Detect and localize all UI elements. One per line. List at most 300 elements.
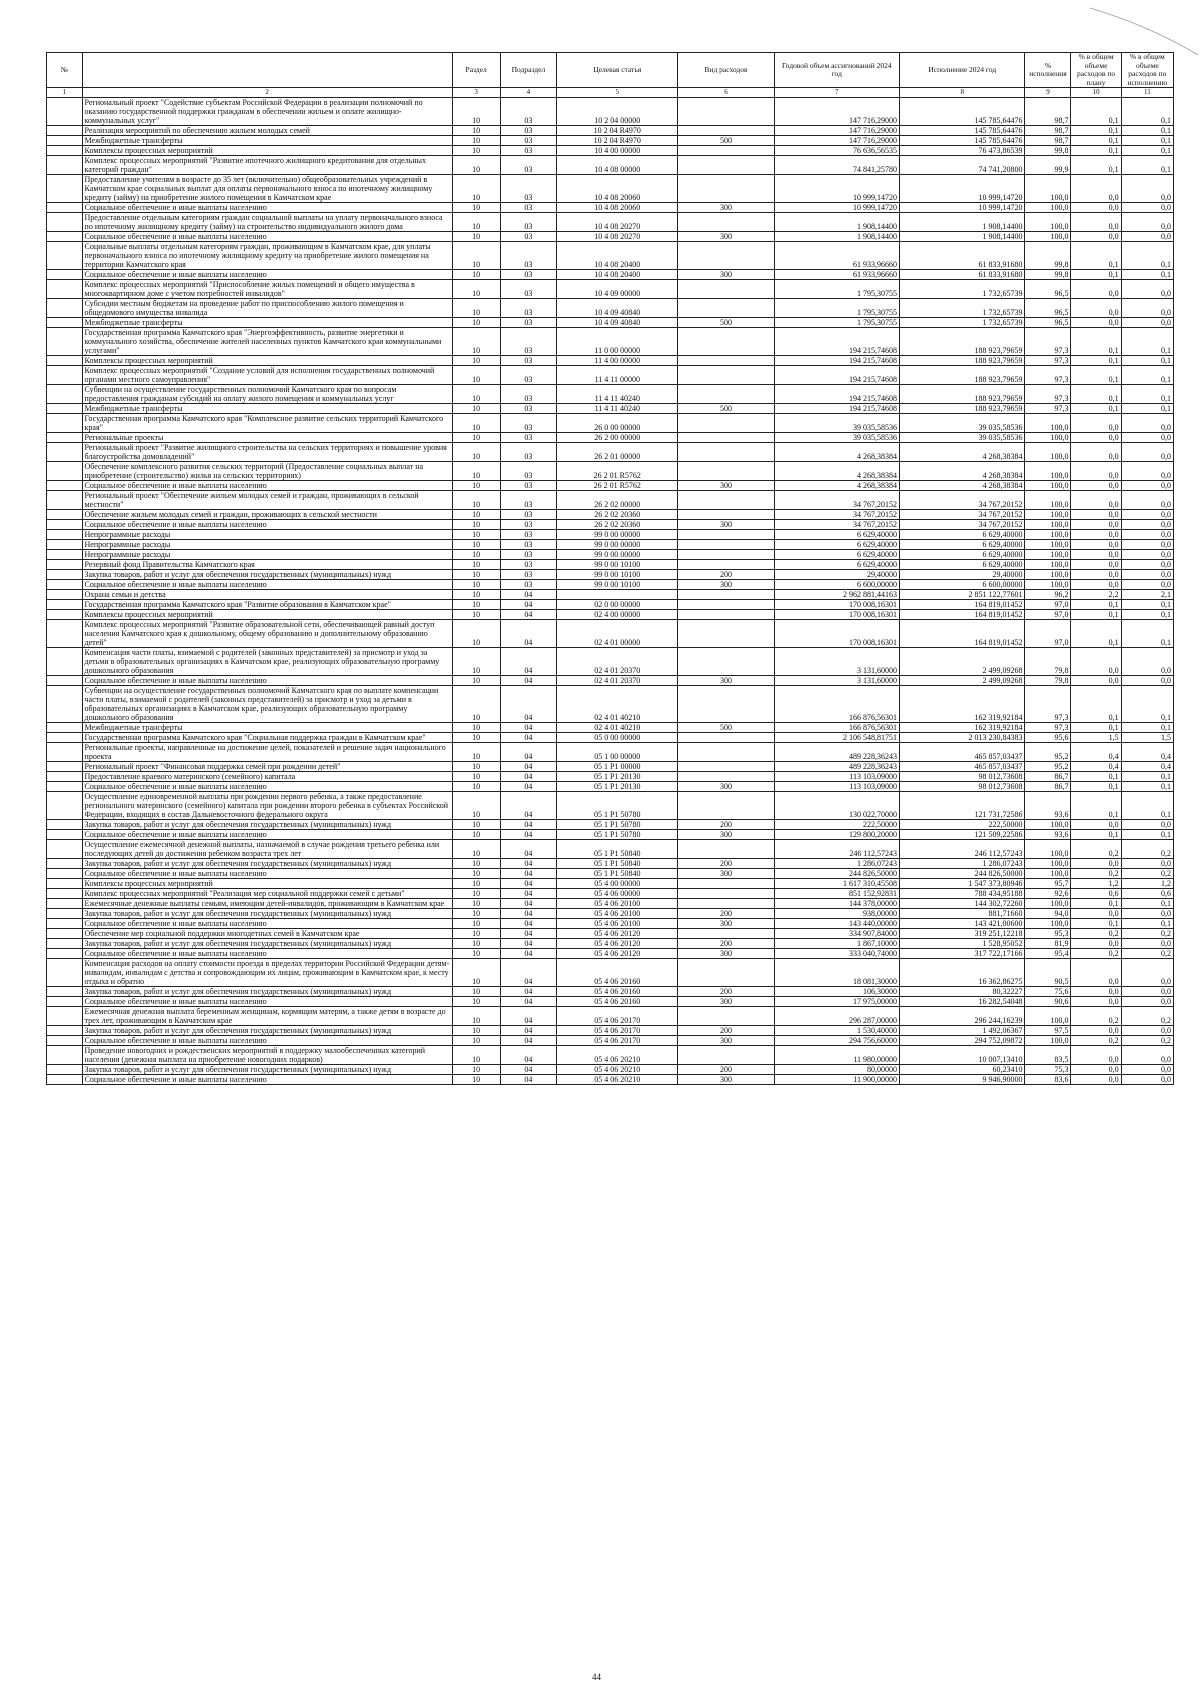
table-row bbox=[47, 213, 1174, 232]
cell-share-exec: 0,0 bbox=[1121, 909, 1173, 919]
cell-podrazdel: 03 bbox=[500, 433, 556, 443]
cell-exec: 60,23410 bbox=[900, 1065, 1025, 1075]
cell-target: 05 1 00 00000 bbox=[557, 743, 678, 762]
cell-target: 05 4 06 20120 bbox=[557, 949, 678, 959]
cell-share-exec: 0,0 bbox=[1121, 203, 1173, 213]
cell-plan: 17 975,00000 bbox=[774, 997, 899, 1007]
cell-exec: 1 908,14400 bbox=[900, 213, 1025, 232]
cell-share-plan: 1,5 bbox=[1071, 733, 1121, 743]
cell-exp-type bbox=[678, 414, 774, 433]
cell-share-exec: 2,1 bbox=[1121, 590, 1173, 600]
cell-podrazdel: 04 bbox=[500, 686, 556, 723]
cell-target: 10 4 08 20400 bbox=[557, 270, 678, 280]
cell-exec: 1 732,65739 bbox=[900, 299, 1025, 318]
cell-share-exec: 0,2 bbox=[1121, 929, 1173, 939]
cell-no bbox=[47, 366, 83, 385]
cell-pct: 97,3 bbox=[1025, 356, 1071, 366]
cell-share-exec: 0,0 bbox=[1121, 987, 1173, 997]
cell-pct: 79,8 bbox=[1025, 648, 1071, 676]
cell-podrazdel: 04 bbox=[500, 840, 556, 859]
cell-exp-type bbox=[678, 560, 774, 570]
cell-pct: 100,0 bbox=[1025, 510, 1071, 520]
cell-exec: 317 722,17166 bbox=[900, 949, 1025, 959]
cell-plan: 333 040,74000 bbox=[774, 949, 899, 959]
cell-no bbox=[47, 443, 83, 462]
cell-no bbox=[47, 580, 83, 590]
cell-share-plan: 0,1 bbox=[1071, 610, 1121, 620]
cell-name: Социальное обеспечение и иные выплаты населению bbox=[82, 270, 452, 280]
cell-exec: 61 833,91680 bbox=[900, 242, 1025, 270]
cell-exp-type: 300 bbox=[678, 580, 774, 590]
cell-razdel: 10 bbox=[452, 136, 500, 146]
cell-share-plan: 0,0 bbox=[1071, 443, 1121, 462]
cell-exec: 145 785,64476 bbox=[900, 98, 1025, 126]
cell-target: 05 1 P1 20130 bbox=[557, 772, 678, 782]
cell-no bbox=[47, 610, 83, 620]
cell-share-exec: 0,0 bbox=[1121, 550, 1173, 560]
cell-exec: 1 286,07243 bbox=[900, 859, 1025, 869]
cell-razdel: 10 bbox=[452, 550, 500, 560]
cell-pct: 95,2 bbox=[1025, 743, 1071, 762]
cell-plan: 4 268,38384 bbox=[774, 481, 899, 491]
cell-share-plan: 0,0 bbox=[1071, 520, 1121, 530]
cell-exp-type: 300 bbox=[678, 830, 774, 840]
cell-plan: 39 035,58536 bbox=[774, 414, 899, 433]
cell-plan: 106,30000 bbox=[774, 987, 899, 997]
cell-share-plan: 1,2 bbox=[1071, 879, 1121, 889]
cell-exec: 2 499,09268 bbox=[900, 648, 1025, 676]
cell-name: Социальное обеспечение и иные выплаты населению bbox=[82, 869, 452, 879]
cell-share-exec: 0,0 bbox=[1121, 213, 1173, 232]
col-index: 1 bbox=[47, 88, 83, 98]
cell-podrazdel: 04 bbox=[500, 762, 556, 772]
cell-no bbox=[47, 869, 83, 879]
cell-exp-type: 200 bbox=[678, 859, 774, 869]
cell-exec: 144 302,72260 bbox=[900, 899, 1025, 909]
cell-podrazdel: 03 bbox=[500, 98, 556, 126]
cell-name: Резервный фонд Правительства Камчатского края bbox=[82, 560, 452, 570]
cell-target: 99 0 00 10100 bbox=[557, 580, 678, 590]
cell-share-exec: 0,1 bbox=[1121, 686, 1173, 723]
cell-pct: 97,0 bbox=[1025, 620, 1071, 648]
cell-target bbox=[557, 590, 678, 600]
cell-share-plan: 0,1 bbox=[1071, 830, 1121, 840]
col-index: 9 bbox=[1025, 88, 1071, 98]
cell-exec: 296 244,16239 bbox=[900, 1007, 1025, 1026]
cell-podrazdel: 04 bbox=[500, 1046, 556, 1065]
cell-pct: 100,0 bbox=[1025, 550, 1071, 560]
cell-target: 05 1 P1 50840 bbox=[557, 840, 678, 859]
cell-target: 10 4 08 20270 bbox=[557, 232, 678, 242]
table-row bbox=[47, 280, 1174, 299]
cell-podrazdel: 03 bbox=[500, 156, 556, 175]
cell-razdel: 10 bbox=[452, 949, 500, 959]
table-row bbox=[47, 136, 1174, 146]
cell-exp-type bbox=[678, 510, 774, 520]
cell-podrazdel: 04 bbox=[500, 772, 556, 782]
cell-no bbox=[47, 959, 83, 987]
table-row bbox=[47, 414, 1174, 433]
cell-no bbox=[47, 156, 83, 175]
table-row bbox=[47, 889, 1174, 899]
page-number: 44 bbox=[592, 1672, 601, 1682]
cell-plan: 170 008,16301 bbox=[774, 600, 899, 610]
col-header-podrazdel: Подраздел bbox=[500, 53, 556, 88]
cell-name: Социальное обеспечение и иные выплаты населению bbox=[82, 203, 452, 213]
table-row bbox=[47, 510, 1174, 520]
table-row bbox=[47, 404, 1174, 414]
cell-no bbox=[47, 270, 83, 280]
cell-no bbox=[47, 840, 83, 859]
cell-podrazdel: 04 bbox=[500, 949, 556, 959]
cell-razdel: 10 bbox=[452, 356, 500, 366]
cell-share-exec: 0,1 bbox=[1121, 792, 1173, 820]
cell-share-plan: 0,0 bbox=[1071, 560, 1121, 570]
col-header-target: Целевая статья bbox=[557, 53, 678, 88]
cell-exec: 16 362,86275 bbox=[900, 959, 1025, 987]
cell-razdel: 10 bbox=[452, 840, 500, 859]
cell-no bbox=[47, 762, 83, 772]
cell-target: 02 4 01 20370 bbox=[557, 676, 678, 686]
cell-podrazdel: 03 bbox=[500, 270, 556, 280]
cell-plan: 147 716,29000 bbox=[774, 126, 899, 136]
cell-podrazdel: 03 bbox=[500, 540, 556, 550]
table-row bbox=[47, 899, 1174, 909]
cell-no bbox=[47, 648, 83, 676]
cell-share-exec: 0,1 bbox=[1121, 98, 1173, 126]
cell-share-plan: 0,6 bbox=[1071, 889, 1121, 899]
cell-share-exec: 0,2 bbox=[1121, 1036, 1173, 1046]
cell-share-plan: 0,1 bbox=[1071, 136, 1121, 146]
cell-share-plan: 0,1 bbox=[1071, 328, 1121, 356]
col-header-exec: Исполнение 2024 год bbox=[900, 53, 1025, 88]
cell-exp-type: 200 bbox=[678, 909, 774, 919]
cell-exec: 164 819,01452 bbox=[900, 610, 1025, 620]
cell-exp-type bbox=[678, 462, 774, 481]
cell-share-plan: 0,0 bbox=[1071, 175, 1121, 203]
cell-exec: 145 785,64476 bbox=[900, 136, 1025, 146]
cell-target: 05 4 06 20100 bbox=[557, 899, 678, 909]
cell-plan: 294 756,60000 bbox=[774, 1036, 899, 1046]
cell-name: Компенсация части платы, взимаемой с родителей (законных представителей) за присмотр и уход за детьми в образовательных организациях в Камчатском крае, реализующих образовательную программу дошкольного образования bbox=[82, 648, 452, 676]
cell-name: Субсидии местным бюджетам на проведение работ по приспособлению жилого помещения и общедомового имущества инвалида bbox=[82, 299, 452, 318]
cell-target: 05 4 06 20160 bbox=[557, 959, 678, 987]
cell-razdel: 10 bbox=[452, 620, 500, 648]
col-index: 3 bbox=[452, 88, 500, 98]
cell-plan: 1 867,10000 bbox=[774, 939, 899, 949]
table-row bbox=[47, 1036, 1174, 1046]
cell-plan: 166 876,56301 bbox=[774, 723, 899, 733]
cell-pct: 100,0 bbox=[1025, 899, 1071, 909]
table-row bbox=[47, 1065, 1174, 1075]
cell-pct: 100,0 bbox=[1025, 580, 1071, 590]
cell-podrazdel: 03 bbox=[500, 366, 556, 385]
cell-podrazdel: 03 bbox=[500, 570, 556, 580]
cell-share-plan: 0,0 bbox=[1071, 280, 1121, 299]
cell-plan: 194 215,74608 bbox=[774, 366, 899, 385]
cell-razdel: 10 bbox=[452, 939, 500, 949]
col-index: 7 bbox=[774, 88, 899, 98]
cell-exec: 788 434,95188 bbox=[900, 889, 1025, 899]
cell-no bbox=[47, 600, 83, 610]
cell-exec: 6 629,40000 bbox=[900, 550, 1025, 560]
cell-razdel: 10 bbox=[452, 318, 500, 328]
cell-pct: 92,6 bbox=[1025, 889, 1071, 899]
cell-podrazdel: 04 bbox=[500, 869, 556, 879]
cell-exp-type bbox=[678, 540, 774, 550]
cell-share-plan: 0,0 bbox=[1071, 203, 1121, 213]
cell-exec: 1 908,14400 bbox=[900, 232, 1025, 242]
cell-exec: 1 732,65739 bbox=[900, 280, 1025, 299]
cell-share-exec: 0,0 bbox=[1121, 510, 1173, 520]
cell-share-exec: 0,0 bbox=[1121, 959, 1173, 987]
table-row bbox=[47, 859, 1174, 869]
cell-name: Государственная программа Камчатского края "Развитие образования в Камчатском крае" bbox=[82, 600, 452, 610]
cell-share-exec: 0,0 bbox=[1121, 232, 1173, 242]
cell-plan: 143 440,00000 bbox=[774, 919, 899, 929]
col-header-name bbox=[82, 53, 452, 88]
cell-exec: 188 923,79659 bbox=[900, 356, 1025, 366]
cell-exec: 121 731,72586 bbox=[900, 792, 1025, 820]
cell-pct: 98,7 bbox=[1025, 136, 1071, 146]
cell-name: Социальное обеспечение и иные выплаты населению bbox=[82, 520, 452, 530]
cell-exec: 10 999,14720 bbox=[900, 203, 1025, 213]
cell-share-plan: 0,0 bbox=[1071, 414, 1121, 433]
cell-exp-type bbox=[678, 242, 774, 270]
cell-no bbox=[47, 620, 83, 648]
cell-share-plan: 0,2 bbox=[1071, 1007, 1121, 1026]
table-row bbox=[47, 733, 1174, 743]
table-row bbox=[47, 443, 1174, 462]
cell-razdel: 10 bbox=[452, 462, 500, 481]
cell-podrazdel: 04 bbox=[500, 733, 556, 743]
cell-razdel: 10 bbox=[452, 299, 500, 318]
cell-name: Непрограммные расходы bbox=[82, 530, 452, 540]
cell-pct: 100,0 bbox=[1025, 570, 1071, 580]
cell-no bbox=[47, 433, 83, 443]
table-row bbox=[47, 772, 1174, 782]
cell-no bbox=[47, 560, 83, 570]
cell-name: Субвенции на осуществление государственных полномочий Камчатского края по выплате компенсации части платы, взимаемой с родителей (законных представителей) за присмотр и уход за детьми в образовательных организациях в Камчатском крае, реализующих образовательную программу дошкольного образования bbox=[82, 686, 452, 723]
cell-share-plan: 0,0 bbox=[1071, 530, 1121, 540]
cell-share-exec: 0,1 bbox=[1121, 385, 1173, 404]
cell-target: 99 0 00 10100 bbox=[557, 570, 678, 580]
cell-target: 26 2 02 20360 bbox=[557, 520, 678, 530]
cell-no bbox=[47, 1036, 83, 1046]
table-row bbox=[47, 919, 1174, 929]
cell-exec: 244 826,50000 bbox=[900, 869, 1025, 879]
cell-plan: 1 908,14400 bbox=[774, 232, 899, 242]
cell-share-exec: 0,0 bbox=[1121, 859, 1173, 869]
cell-podrazdel: 03 bbox=[500, 520, 556, 530]
cell-podrazdel: 04 bbox=[500, 743, 556, 762]
col-header-pct: % исполнения bbox=[1025, 53, 1071, 88]
cell-exp-type bbox=[678, 648, 774, 676]
cell-share-exec: 0,0 bbox=[1121, 1046, 1173, 1065]
table-row bbox=[47, 676, 1174, 686]
cell-razdel: 10 bbox=[452, 997, 500, 1007]
cell-exec: 294 752,09872 bbox=[900, 1036, 1025, 1046]
cell-exp-type bbox=[678, 213, 774, 232]
cell-podrazdel: 04 bbox=[500, 723, 556, 733]
cell-exp-type bbox=[678, 433, 774, 443]
cell-razdel: 10 bbox=[452, 366, 500, 385]
cell-podrazdel: 04 bbox=[500, 997, 556, 1007]
table-row bbox=[47, 879, 1174, 889]
cell-razdel: 10 bbox=[452, 280, 500, 299]
table-row bbox=[47, 792, 1174, 820]
cell-pct: 100,0 bbox=[1025, 869, 1071, 879]
cell-target: 26 2 01 R5762 bbox=[557, 481, 678, 491]
cell-pct: 100,0 bbox=[1025, 414, 1071, 433]
cell-share-plan: 0,0 bbox=[1071, 1046, 1121, 1065]
cell-plan: 6 600,00000 bbox=[774, 580, 899, 590]
cell-no bbox=[47, 1007, 83, 1026]
cell-share-exec: 0,1 bbox=[1121, 356, 1173, 366]
cell-plan: 130 022,70000 bbox=[774, 792, 899, 820]
cell-share-exec: 0,4 bbox=[1121, 762, 1173, 772]
cell-razdel: 10 bbox=[452, 203, 500, 213]
cell-exp-type bbox=[678, 366, 774, 385]
cell-pct: 100,0 bbox=[1025, 919, 1071, 929]
cell-razdel: 10 bbox=[452, 328, 500, 356]
cell-share-exec: 0,1 bbox=[1121, 899, 1173, 909]
cell-pct: 75,3 bbox=[1025, 1065, 1071, 1075]
cell-exp-type: 300 bbox=[678, 1075, 774, 1085]
cell-plan: 194 215,74608 bbox=[774, 356, 899, 366]
cell-share-exec: 0,1 bbox=[1121, 126, 1173, 136]
cell-podrazdel: 04 bbox=[500, 1026, 556, 1036]
cell-podrazdel: 03 bbox=[500, 414, 556, 433]
cell-share-plan: 0,0 bbox=[1071, 580, 1121, 590]
cell-pct: 100,0 bbox=[1025, 840, 1071, 859]
cell-pct: 100,0 bbox=[1025, 530, 1071, 540]
cell-razdel: 10 bbox=[452, 590, 500, 600]
cell-exec: 1 732,65739 bbox=[900, 318, 1025, 328]
cell-exp-type bbox=[678, 175, 774, 203]
cell-name: Комплекс процессных мероприятий "Развитие образовательной сети, обеспечивающей равный доступ населения Камчатского края к дошкольному, общему образованию и дополнительному образованию детей" bbox=[82, 620, 452, 648]
table-row bbox=[47, 232, 1174, 242]
cell-name: Комплексы процессных мероприятий bbox=[82, 610, 452, 620]
cell-pct: 97,3 bbox=[1025, 686, 1071, 723]
cell-razdel: 10 bbox=[452, 126, 500, 136]
table-row bbox=[47, 648, 1174, 676]
cell-target: 99 0 00 00000 bbox=[557, 550, 678, 560]
cell-razdel: 10 bbox=[452, 404, 500, 414]
cell-name: Закупка товаров, работ и услуг для обеспечения государственных (муниципальных) нужд bbox=[82, 859, 452, 869]
table-row bbox=[47, 156, 1174, 175]
cell-podrazdel: 03 bbox=[500, 232, 556, 242]
cell-target: 10 4 08 20060 bbox=[557, 203, 678, 213]
cell-exec: 74 741,20800 bbox=[900, 156, 1025, 175]
cell-podrazdel: 03 bbox=[500, 491, 556, 510]
cell-target: 05 4 06 20210 bbox=[557, 1075, 678, 1085]
table-row bbox=[47, 840, 1174, 859]
cell-pct: 98,7 bbox=[1025, 126, 1071, 136]
col-index: 6 bbox=[678, 88, 774, 98]
cell-exp-type bbox=[678, 1046, 774, 1065]
cell-target: 26 2 02 00000 bbox=[557, 491, 678, 510]
cell-share-exec: 0,1 bbox=[1121, 782, 1173, 792]
cell-name: Межбюджетные трансферты bbox=[82, 318, 452, 328]
cell-name: Социальное обеспечение и иные выплаты населению bbox=[82, 949, 452, 959]
cell-exec: 9 946,90000 bbox=[900, 1075, 1025, 1085]
cell-share-plan: 0,0 bbox=[1071, 462, 1121, 481]
cell-share-exec: 1,2 bbox=[1121, 879, 1173, 889]
cell-no bbox=[47, 203, 83, 213]
cell-razdel: 10 bbox=[452, 929, 500, 939]
cell-razdel: 10 bbox=[452, 242, 500, 270]
cell-name: Социальные выплаты отдельным категориям граждан, проживающим в Камчатском крае, для уплаты первоначального взноса по ипотечному жилищному кредиту на приобретение жилого помещения на территории Камчатского края bbox=[82, 242, 452, 270]
cell-target: 05 4 06 20120 bbox=[557, 939, 678, 949]
cell-pct: 95,4 bbox=[1025, 949, 1071, 959]
cell-name: Предоставление учителям в возрасте до 35 лет (включительно) общеобразовательных учреждений в Камчатском крае социальных выплат для оплаты первоначального взноса по ипотечному жилищному кредиту (займу) на приобретение жилого помещения в Камчатском крае bbox=[82, 175, 452, 203]
cell-razdel: 10 bbox=[452, 570, 500, 580]
cell-razdel: 10 bbox=[452, 743, 500, 762]
cell-share-plan: 0,1 bbox=[1071, 919, 1121, 929]
cell-plan: 61 933,96660 bbox=[774, 242, 899, 270]
cell-target: 05 4 00 00000 bbox=[557, 879, 678, 889]
table-row bbox=[47, 600, 1174, 610]
cell-name: Осуществление единовременной выплаты при рождении первого ребенка, а также предоставление регионального материнского (семейного) капитала при рождении второго ребенка в субъектах Российской Федерации, входящих в состав Дальневосточного федерального округа bbox=[82, 792, 452, 820]
cell-no bbox=[47, 590, 83, 600]
cell-no bbox=[47, 949, 83, 959]
cell-target: 05 1 P1 20130 bbox=[557, 782, 678, 792]
cell-podrazdel: 04 bbox=[500, 889, 556, 899]
cell-target: 26 0 00 00000 bbox=[557, 414, 678, 433]
cell-exec: 29,40000 bbox=[900, 570, 1025, 580]
cell-podrazdel: 03 bbox=[500, 136, 556, 146]
cell-no bbox=[47, 1075, 83, 1085]
cell-share-plan: 0,1 bbox=[1071, 270, 1121, 280]
cell-pct: 90,5 bbox=[1025, 959, 1071, 987]
cell-share-plan: 0,0 bbox=[1071, 510, 1121, 520]
cell-podrazdel: 04 bbox=[500, 987, 556, 997]
cell-exp-type: 200 bbox=[678, 1065, 774, 1075]
cell-pct: 100,0 bbox=[1025, 462, 1071, 481]
cell-target: 99 0 00 00000 bbox=[557, 530, 678, 540]
cell-target: 10 4 09 40840 bbox=[557, 299, 678, 318]
table-row bbox=[47, 550, 1174, 560]
cell-exec: 10 999,14720 bbox=[900, 175, 1025, 203]
cell-exec: 188 923,79659 bbox=[900, 385, 1025, 404]
cell-razdel: 10 bbox=[452, 156, 500, 175]
table-row bbox=[47, 620, 1174, 648]
cell-razdel: 10 bbox=[452, 491, 500, 510]
table-row bbox=[47, 997, 1174, 1007]
cell-share-exec: 0,4 bbox=[1121, 743, 1173, 762]
cell-podrazdel: 04 bbox=[500, 620, 556, 648]
cell-pct: 90,6 bbox=[1025, 997, 1071, 1007]
cell-share-plan: 0,2 bbox=[1071, 929, 1121, 939]
cell-no bbox=[47, 879, 83, 889]
cell-razdel: 10 bbox=[452, 530, 500, 540]
cell-no bbox=[47, 98, 83, 126]
cell-name: Региональный проект "Финансовая поддержка семей при рождении детей" bbox=[82, 762, 452, 772]
table-row bbox=[47, 299, 1174, 318]
cell-share-plan: 0,1 bbox=[1071, 385, 1121, 404]
cell-target: 11 4 11 40240 bbox=[557, 404, 678, 414]
cell-share-exec: 0,2 bbox=[1121, 1007, 1173, 1026]
cell-pct: 100,0 bbox=[1025, 491, 1071, 510]
cell-podrazdel: 04 bbox=[500, 830, 556, 840]
cell-plan: 10 999,14720 bbox=[774, 175, 899, 203]
cell-podrazdel: 03 bbox=[500, 385, 556, 404]
col-header-share-plan: % в общем объеме расходов по плану bbox=[1071, 53, 1121, 88]
table-row bbox=[47, 723, 1174, 733]
cell-podrazdel: 04 bbox=[500, 1075, 556, 1085]
cell-name: Обеспечение жильем молодых семей и граждан, проживающих в сельской местности bbox=[82, 510, 452, 520]
